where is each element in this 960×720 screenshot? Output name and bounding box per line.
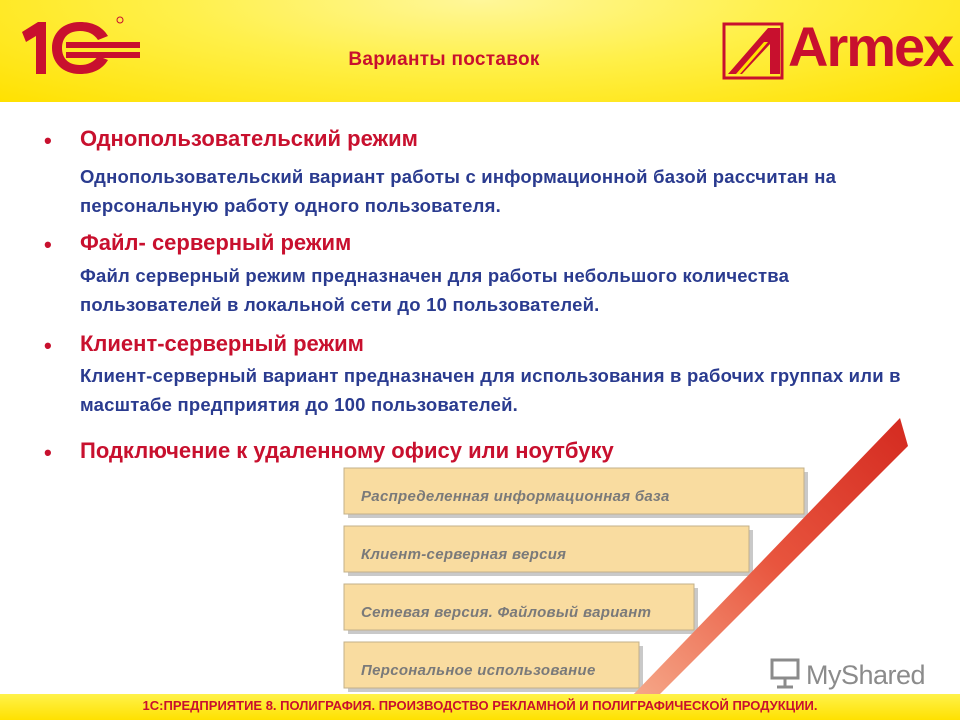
- bullet-icon: •: [44, 232, 52, 257]
- bullet-icon: •: [44, 333, 52, 358]
- section-description: Однопользовательский вариант работы с информационной базой рассчитан на персональную работу одного пользователя.: [80, 166, 837, 216]
- 1c-logo: [16, 12, 144, 84]
- bullet-icon: •: [44, 440, 52, 465]
- section-description: Клиент-серверный вариант предназначен для использования в рабочих группах или в масштабе предприятия до 100 пользователей.: [80, 365, 901, 415]
- section-description: Файл серверный режим предназначен для работы небольшого количества пользователей в локальной сети до 10 пользователей.: [80, 265, 790, 315]
- step-label: Клиент-серверная версия: [361, 546, 567, 563]
- header-band: [0, 0, 960, 102]
- myshared-watermark: [768, 656, 928, 696]
- section-heading: Однопользовательский режим: [80, 126, 418, 151]
- step-label: Распределенная информационная база: [361, 488, 670, 505]
- footer-band: [0, 694, 960, 720]
- section-heading: Файл- серверный режим: [80, 230, 352, 255]
- bullet-icon: •: [44, 128, 52, 153]
- footer-text: 1С:ПРЕДПРИЯТИЕ 8. ПОЛИГРАФИЯ. ПРОИЗВОДСТВО РЕКЛАМНОЙ И ПОЛИГРАФИЧЕСКОЙ ПРОДУКЦИИ.: [142, 698, 818, 713]
- armex-wordmark: Armex: [788, 15, 953, 78]
- section-heading: Клиент-серверный режим: [80, 331, 364, 356]
- step-label: Персональное использование: [361, 662, 596, 679]
- armex-logo: [722, 15, 953, 84]
- section-heading: Подключение к удаленному офису или ноутбуку: [80, 438, 614, 463]
- armex-mark-icon: [722, 20, 788, 82]
- page-title: Варианты поставок: [348, 49, 540, 70]
- watermark-text: MyShared: [806, 660, 926, 690]
- step-label: Сетевая версия. Файловый вариант: [361, 604, 652, 621]
- projector-icon: [768, 656, 802, 690]
